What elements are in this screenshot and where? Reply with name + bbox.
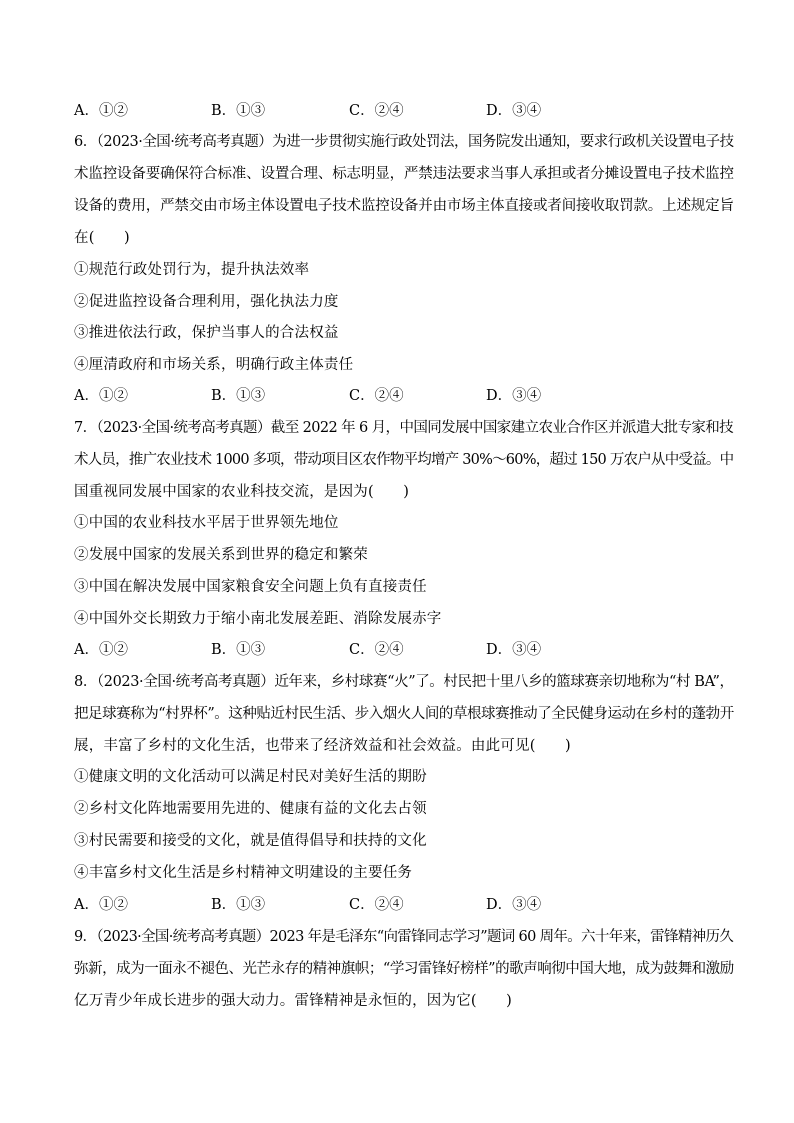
question-6-item: ②促进监控设备合理利用，强化执法力度 xyxy=(74,294,339,310)
option-a: A．①② xyxy=(74,642,128,658)
question-6-stem-line: 在( ) xyxy=(74,230,130,246)
question-7-stem-line: 7．（2023·全国·统考高考真题）截至 2022 年 6 月，中国同发展中国家建立农业合作区并派遣大批专家和技 xyxy=(74,420,734,436)
question-7-item: ④中国外交长期致力于缩小南北发展差距、消除发展赤字 xyxy=(74,611,442,627)
option-c: C．②④ xyxy=(349,897,404,913)
question-9-stem-line: 9．（2023·全国·统考高考真题）2023 年是毛泽东“向雷锋同志学习”题词 60 周年。六十年来，雷锋精神历久 xyxy=(74,929,734,945)
question-6-stem-line: 术监控设备要确保符合标准、设置合理、标志明显，严禁违法要求当事人承担或者分摊设置电子技术监控 xyxy=(74,166,734,182)
option-c: C．②④ xyxy=(349,642,404,658)
question-8-item: ③村民需要和接受的文化，就是值得倡导和扶持的文化 xyxy=(74,833,427,849)
option-a: A．①② xyxy=(74,388,128,404)
question-9-stem-line: 弥新，成为一面永不褪色、光芒永存的精神旗帜；“学习雷锋好榜样”的歌声响彻中国大地，成为鼓舞和激励 xyxy=(74,961,734,977)
option-a: A．①② xyxy=(74,103,128,119)
option-c: C．②④ xyxy=(349,388,404,404)
question-6-item: ④厘清政府和市场关系，明确行政主体责任 xyxy=(74,357,354,373)
question-7-stem-line: 术人员，推广农业技术 1000 多项，带动项目区农作物平均增产 30%～60%，超过 150 万农户从中受益。中 xyxy=(74,452,734,468)
question-6-stem-line: 设备的费用，严禁交由市场主体设置电子技术监控设备并由市场主体直接或者间接收取罚款。上述规定旨 xyxy=(74,198,734,214)
option-b: B．①③ xyxy=(211,103,266,119)
option-b: B．①③ xyxy=(211,897,266,913)
question-7-item: ①中国的农业科技水平居于世界领先地位 xyxy=(74,515,339,531)
question-6-stem-line: 6．（2023·全国·统考高考真题）为进一步贯彻实施行政处罚法，国务院发出通知，要求行政机关设置电子技 xyxy=(74,134,734,150)
option-d: D．③④ xyxy=(486,642,542,658)
question-6-item: ①规范行政处罚行为，提升执法效率 xyxy=(74,262,310,278)
question-8-stem-line: 展，丰富了乡村的文化生活，也带来了经济效益和社会效益。由此可见( ) xyxy=(74,738,571,754)
option-d: D．③④ xyxy=(486,103,542,119)
option-d: D．③④ xyxy=(486,897,542,913)
options-row-q8 xyxy=(74,895,734,915)
question-7-item: ③中国在解决发展中国家粮食安全问题上负有直接责任 xyxy=(74,579,427,595)
question-8-item: ②乡村文化阵地需要用先进的、健康有益的文化去占领 xyxy=(74,801,427,817)
options-row-q7 xyxy=(74,640,734,660)
question-8-item: ④丰富乡村文化生活是乡村精神文明建设的主要任务 xyxy=(74,865,413,881)
option-d: D．③④ xyxy=(486,388,542,404)
question-8-stem-line: 8．（2023·全国·统考高考真题）近年来，乡村球赛“火”了。村民把十里八乡的篮球赛亲切地称为“村 BA”， xyxy=(74,674,734,690)
question-8-stem-line: 把足球赛称为“村界杯”。这种贴近村民生活、步入烟火人间的草根球赛推动了全民健身运动在乡村的蓬勃开 xyxy=(74,706,734,722)
option-b: B．①③ xyxy=(211,388,266,404)
option-c: C．②④ xyxy=(349,103,404,119)
option-a: A．①② xyxy=(74,897,128,913)
options-row-q5 xyxy=(74,101,734,121)
question-7-stem-line: 国重视同发展中国家的农业科技交流，是因为( ) xyxy=(74,484,410,500)
options-row-q6 xyxy=(74,386,734,406)
question-7-item: ②发展中国家的发展关系到世界的稳定和繁荣 xyxy=(74,547,368,563)
question-6-item: ③推进依法行政，保护当事人的合法权益 xyxy=(74,325,339,341)
option-b: B．①③ xyxy=(211,642,266,658)
question-8-item: ①健康文明的文化活动可以满足村民对美好生活的期盼 xyxy=(74,769,427,785)
question-9-stem-line: 亿万青少年成长进步的强大动力。雷锋精神是永恒的，因为它( ) xyxy=(74,993,513,1009)
